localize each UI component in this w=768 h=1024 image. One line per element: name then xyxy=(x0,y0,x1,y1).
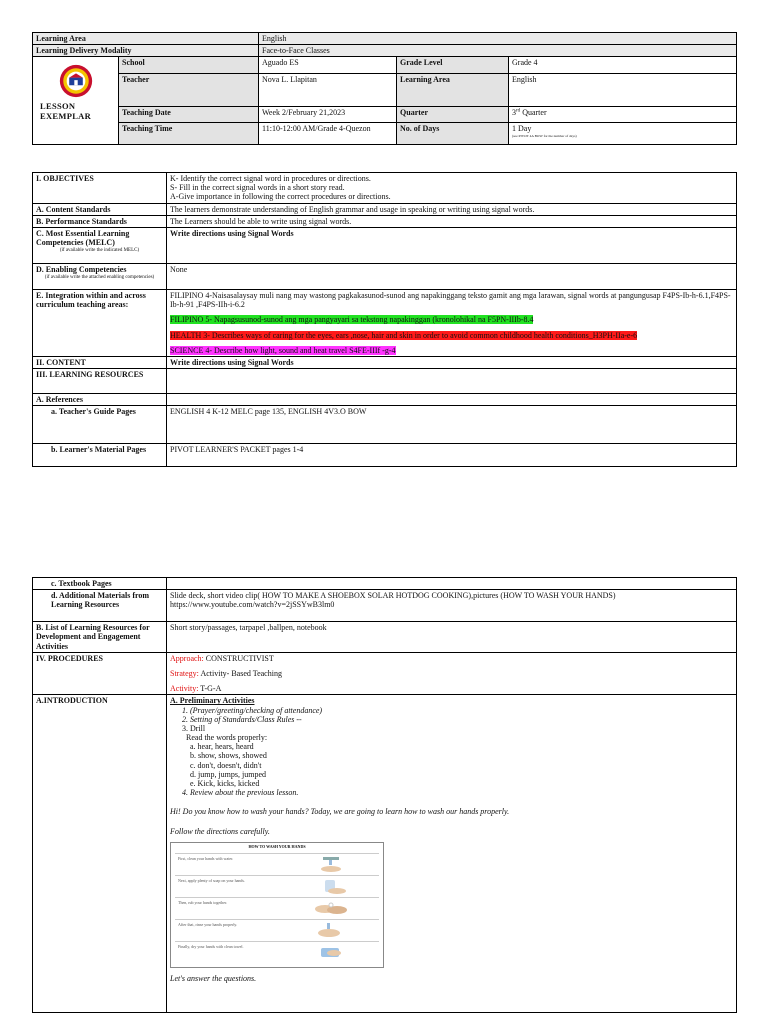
chart-step-4: After that, rinse your hands properly. xyxy=(175,919,379,941)
faucet-water-icon xyxy=(287,856,373,873)
procedures-table xyxy=(32,577,737,1013)
teacher-label: Teacher xyxy=(119,74,259,107)
drill-item: d. jump, jumps, jumped xyxy=(190,769,266,779)
header-table xyxy=(32,32,737,145)
chart-step-3: Then, rub your hands together. xyxy=(175,897,379,919)
references-label: A. References xyxy=(33,394,167,406)
lets-answer-text: Let's answer the questions. xyxy=(170,973,257,983)
area2-label: Learning Area xyxy=(397,74,509,107)
school-label: School xyxy=(119,57,259,74)
integration-science: SCIENCE 4- Describe how light, sound and heat travel S4FE-IIIf -g-4 xyxy=(170,345,396,355)
delivery-label: Learning Delivery Modality xyxy=(33,45,259,57)
additional-materials-value: Slide deck, short video clip( HOW TO MAKE A SHOEBOX SOLAR HOTDOG COOKING),pictures (HOW TO WASH YOUR HANDS) https://www.youtube.com/watch?v=2jSSYwB3lm0 xyxy=(167,590,737,622)
learning-area-value: English xyxy=(259,33,737,45)
melc-value: Write directions using Signal Words xyxy=(167,227,737,263)
teachers-guide-label: a. Teacher's Guide Pages xyxy=(33,406,167,444)
objectives-table xyxy=(32,172,737,467)
integration-label: E. Integration within and across curriculum teaching areas: xyxy=(33,289,167,356)
lesson-title-line2: EXEMPLAR xyxy=(40,111,92,122)
prelim-title: A. Preliminary Activities xyxy=(170,696,255,706)
additional-materials-label: d. Additional Materials from Learning Resources xyxy=(33,590,167,622)
learners-material-value: PIVOT LEARNER'S PACKET pages 1-4 xyxy=(167,444,737,467)
objectives-value: K- Identify the correct signal word in procedures or directions. S- Fill in the correct signal words in a short story read. A-Give importance in following the correct procedures or directions. xyxy=(167,173,737,204)
performance-standards-label: B. Performance Standards xyxy=(33,215,167,227)
resources-list-label: B. List of Learning Resources for Development and Engagement Activities xyxy=(33,622,167,653)
learning-resources-value xyxy=(167,369,737,394)
deped-seal-icon xyxy=(59,64,93,98)
drill-item: a. hear, hears, heard xyxy=(190,742,254,752)
integration-health: HEALTH 3- Describes ways of caring for the eyes, ears ,nose, hair and skin in order to avoid common childhood health conditions_H3PH-IIa-e-6 xyxy=(170,330,638,340)
follow-text: Follow the directions carefully. xyxy=(170,826,270,836)
melc-label: C. Most Essential Learning Competencies (MELC) (if available write the indicated MELC) xyxy=(33,227,167,263)
chart-step-1: First, clean your hands with water. xyxy=(175,853,379,875)
content-standards-value: The learners demonstrate understanding of English grammar and usage in speaking or writing using signal words. xyxy=(167,203,737,215)
objectives-label: I. OBJECTIVES xyxy=(33,173,167,204)
references-value xyxy=(167,394,737,406)
content-standards-label: A. Content Standards xyxy=(33,203,167,215)
chart-step-2: Next, apply plenty of soap on your hands. xyxy=(175,875,379,897)
soap-icon xyxy=(287,878,373,895)
lesson-title-line1: LESSON xyxy=(40,101,76,112)
resources-list-value: Short story/passages, tarpapel ,ballpen, notebook xyxy=(167,622,737,653)
integration-filipino5: FILIPINO 5- Napagsusunod-sunod ang mga pangyayari sa tekstong napakinggan (kronolohikal na F5PN-IIIb-8.4 xyxy=(170,315,534,325)
logo-cell xyxy=(33,57,119,145)
integration-value xyxy=(167,289,737,356)
rinse-hands-icon xyxy=(287,922,373,939)
area2-value: English xyxy=(509,74,737,107)
drill-item: e. Kick, kicks, kicked xyxy=(190,779,260,788)
time-value: 11:10-12:00 AM/Grade 4-Quezon xyxy=(259,123,397,145)
enabling-value: None xyxy=(167,263,737,289)
learning-area-label: Learning Area xyxy=(33,33,259,45)
quarter-value: 3rd Quarter xyxy=(509,107,737,123)
drill-item: b. show, shows, showed xyxy=(190,751,267,761)
grade-label: Grade Level xyxy=(397,57,509,74)
date-label: Teaching Date xyxy=(119,107,259,123)
quarter-label: Quarter xyxy=(397,107,509,123)
grade-value: Grade 4 xyxy=(509,57,737,74)
procedures-value: Approach: CONSTRUCTIVIST Strategy: Activity- Based Teaching Activity: T-G-A xyxy=(167,652,737,695)
learning-resources-label: III. LEARNING RESOURCES xyxy=(33,369,167,394)
handwashing-chart-title: HOW TO WASH YOUR HANDS xyxy=(248,843,306,849)
days-label: No. of Days xyxy=(397,123,509,145)
textbook-label: c. Textbook Pages xyxy=(33,578,167,590)
youtube-link[interactable]: https://www.youtube.com/watch?v=2jSSYwB3lm0 xyxy=(170,600,335,610)
performance-standards-value: The Learners should be able to write using signal words. xyxy=(167,215,737,227)
rub-hands-icon xyxy=(287,900,373,917)
introduction-label: A.INTRODUCTION xyxy=(33,695,167,1013)
chart-step-5: Finally, dry your hands with clean towel. xyxy=(175,941,379,963)
hi-text: Hi! Do you know how to wash your hands? Today, we are going to learn how to wash our hands properly. xyxy=(170,807,510,817)
introduction-value: A. Preliminary Activities 1. (Prayer/greeting/checking of attendance) 2. Setting of Standards/Class Rules -- 3. Drill Read the words properly: a. hear, hears, heard b. show, shows, showed c. don't, doesn't, didn't d. jump, jumps, jumped e. Kick, kicks, kicked 4. Review about the previous lesson. Hi! Do you know how to wash your hands? Today, we are going to learn how to wash our hands properly. Follow the directions carefully. HOW TO WASH YOUR HANDS First, clean your hands with water. Next, apply plenty of soap on your hands. Then, rub your hands together. After that, rinse your hands properly. Finally, dry your hands with clean towel. Let's answer the questions. xyxy=(167,695,737,1013)
delivery-value: Face-to-Face Classes xyxy=(259,45,737,57)
teachers-guide-value: ENGLISH 4 K-12 MELC page 135, ENGLISH 4V3.O BOW xyxy=(167,406,737,444)
procedures-label: IV. PROCEDURES xyxy=(33,652,167,695)
time-label: Teaching Time xyxy=(119,123,259,145)
enabling-label: D. Enabling Competencies (if available write the attached enabling competencies) xyxy=(33,263,167,289)
content-label: II. CONTENT xyxy=(33,356,167,368)
handwashing-chart xyxy=(170,842,384,968)
school-value: Aguado ES xyxy=(259,57,397,74)
learners-material-label: b. Learner's Material Pages xyxy=(33,444,167,467)
content-value: Write directions using Signal Words xyxy=(167,356,737,368)
date-value: Week 2/February 21,2023 xyxy=(259,107,397,123)
days-value: 1 Day (see PIVOT 4A BOW for the number of days) xyxy=(509,123,737,145)
teacher-value: Nova L. Llapitan xyxy=(259,74,397,107)
drill-item: c. don't, doesn't, didn't xyxy=(190,760,262,770)
textbook-value xyxy=(167,578,737,590)
integration-filipino4: FILIPINO 4-Naisasalaysay muli nang may wastong pagkakasunod-sunod ang napakinggang teksto gamit ang mga larawan, signal words at pangungusap F4PS-Ib-h-6.1,F4PS-Ib-h-91 ,F4PS-IIh-i-6.2 xyxy=(170,290,731,310)
towel-icon xyxy=(287,944,373,961)
